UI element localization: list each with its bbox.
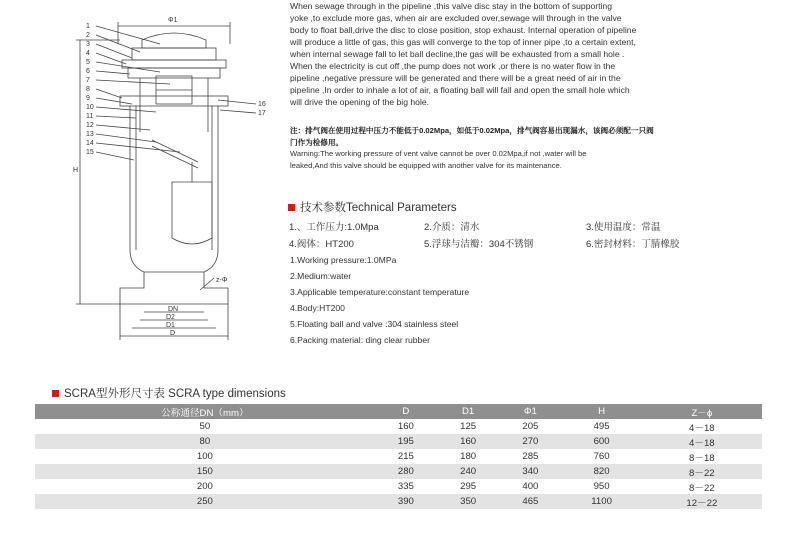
table-cell: 280	[375, 464, 437, 479]
cn-param: 5.浮球与洁瓣：304不锈钢	[424, 239, 534, 250]
part-number-label: 11	[86, 113, 94, 120]
table-cell: 125	[460, 421, 477, 432]
table-cell: 390	[375, 494, 437, 509]
en-param: 3.Applicable temperature:constant temperature	[290, 287, 470, 297]
part-number-label: 16	[258, 101, 266, 108]
red-square-bullet	[288, 204, 295, 211]
cn-param: 1.、工作压力:1.0Mpa	[289, 222, 379, 233]
table-cell: 150	[35, 464, 375, 479]
cn-param: 3.使用温度：常温	[586, 222, 661, 233]
technical-parameters-heading	[288, 199, 457, 215]
column-header: D	[375, 404, 437, 419]
table-cell: 12－22	[642, 494, 762, 509]
table-cell: 200	[196, 481, 213, 492]
part-number-label: 12	[86, 122, 94, 129]
table-cell: 215	[397, 451, 414, 462]
cn-param: 4.阀体：HT200	[289, 239, 354, 250]
table-cell: 950	[593, 481, 610, 492]
technical-parameters-title: 技术参数Technical Parameters	[300, 202, 457, 214]
technical-parameters-en	[290, 255, 469, 351]
part-number-label: 9	[86, 95, 90, 102]
description-line: will drive the opening of the big hole.	[290, 97, 430, 107]
table-cell: 820	[562, 464, 642, 479]
table-cell: 400	[522, 481, 539, 492]
valve-drawing	[60, 0, 290, 350]
table-cell: 335	[397, 481, 414, 492]
cn-param: 2.介质：清水	[424, 222, 480, 233]
dim-h-label: H	[73, 167, 79, 174]
part-number-label: 10	[86, 104, 94, 111]
description-line: body to float ball,drive the disc to close position, stop exhaust. Internal operation of pipeline	[290, 25, 637, 35]
table-cell: 195	[375, 434, 437, 449]
cn-param: 6.密封材料：丁腈橡胶	[586, 239, 680, 250]
column-header: Z－ϕ	[642, 404, 762, 419]
table-cell: 4－18	[642, 434, 762, 449]
en-param: 2.Medium:water	[290, 271, 352, 281]
part-number-label: 3	[86, 41, 90, 48]
note-en-line2: leaked,And this valve should be equipped with another valve for its maintenance.	[290, 160, 562, 170]
table-cell: 465	[499, 494, 561, 509]
column-header: Φ1	[499, 404, 561, 419]
description-line: pipeline ,negative pressure will be generated and there will be a great need of air in the	[290, 73, 621, 83]
table-cell: 205	[522, 421, 539, 432]
table-cell: 240	[437, 464, 499, 479]
part-number-label: 1	[86, 23, 90, 30]
description-line: yoke ,to exclude more gas, when air are excluded over,sewage will through in the valve	[290, 13, 622, 23]
note-cn-line2: 门作为检修用。	[290, 137, 344, 147]
part-number-label: 2	[86, 32, 90, 39]
dim-phi1-label: Φ1	[168, 17, 178, 24]
table-cell: 4－18	[689, 422, 715, 434]
part-number-label: 4	[86, 50, 90, 57]
table-cell: 8－22	[642, 464, 762, 479]
part-number-label: 15	[86, 149, 94, 156]
table-cell: 250	[35, 494, 375, 509]
valve-cross-section	[60, 0, 290, 350]
dimensions-table	[35, 404, 762, 509]
table-cell: 340	[499, 464, 561, 479]
dim-zphi-label: z-Φ	[216, 277, 228, 284]
table-row	[35, 419, 762, 434]
column-header: 公称通径DN（mm）	[35, 404, 375, 419]
part-number-label: 14	[86, 140, 94, 147]
table-cell: 8－22	[689, 482, 715, 494]
part-number-label: 5	[86, 59, 90, 66]
dimensions-title: SCRA型外形尺寸表 SCRA type dimensions	[64, 388, 286, 400]
table-header-row	[35, 404, 762, 419]
table-cell: 760	[593, 451, 610, 462]
table-cell: 270	[499, 434, 561, 449]
column-header: D1	[437, 404, 499, 419]
part-number-label: 13	[86, 131, 94, 138]
part-number-label: 17	[258, 110, 266, 117]
red-square-bullet	[52, 390, 59, 397]
warning-note	[290, 125, 710, 171]
table-cell: 295	[460, 481, 477, 492]
table-row	[35, 479, 762, 494]
note-en-line1: Warning:The working pressure of vent valve cannot be over 0.02Mpa,if not ,water will be	[290, 149, 587, 158]
table-cell: 350	[437, 494, 499, 509]
part-number-label: 7	[86, 77, 90, 84]
description-line: will produce a little of gas, this gas will converge to the top of inner pipe ,to a certain extent,	[290, 37, 636, 47]
part-number-label: 8	[86, 86, 90, 93]
table-row	[35, 434, 762, 449]
dimensions-heading	[52, 385, 286, 401]
note-cn-line1: 注：排气阀在使用过程中压力不能低于0.02Mpa，如低于0.02Mpa，排气阀容易出现漏水，该阀必须配一只阀	[290, 126, 654, 135]
en-param: 5.Floating ball and valve :304 stainless steel	[290, 319, 459, 329]
table-cell: 180	[460, 451, 477, 462]
table-cell: 8－18	[689, 452, 715, 464]
description-line: When the electricity is cut off ,the pump does not work ,or there is no water flow in the	[290, 61, 616, 71]
table-cell: 285	[522, 451, 539, 462]
table-row	[35, 464, 762, 479]
table-cell: 80	[35, 434, 375, 449]
dim-d1-label: D1	[166, 322, 175, 329]
part-number-label: 6	[86, 68, 90, 75]
dim-d2-label: D2	[166, 314, 175, 321]
table-cell: 50	[199, 421, 211, 432]
column-header: H	[562, 404, 642, 419]
dim-dn-label: DN	[168, 306, 179, 313]
description	[290, 0, 690, 108]
table-cell: 160	[397, 421, 414, 432]
dim-d-label: D	[170, 330, 176, 337]
table-cell: 600	[562, 434, 642, 449]
en-param: 4.Body:HT200	[290, 303, 345, 313]
description-line: when internal sewage fall to let ball decline,the gas will be exhausted from a small hole .	[290, 49, 625, 59]
table-cell: 160	[437, 434, 499, 449]
description-line: pipeline ,In order to inhale a lot of air, a floating ball will fall and open the small hole which	[290, 85, 630, 95]
table-cell: 495	[593, 421, 610, 432]
en-param: 1.Working pressure:1.0MPa	[290, 255, 397, 265]
table-row	[35, 494, 762, 509]
en-param: 6.Packing material: ding clear rubber	[290, 335, 430, 345]
table-row	[35, 449, 762, 464]
table-cell: 1100	[562, 494, 642, 509]
description-line: When sewage through in the pipeline ,this valve disc stay in the bottom of supporting	[290, 1, 612, 11]
table-cell: 100	[196, 451, 213, 462]
